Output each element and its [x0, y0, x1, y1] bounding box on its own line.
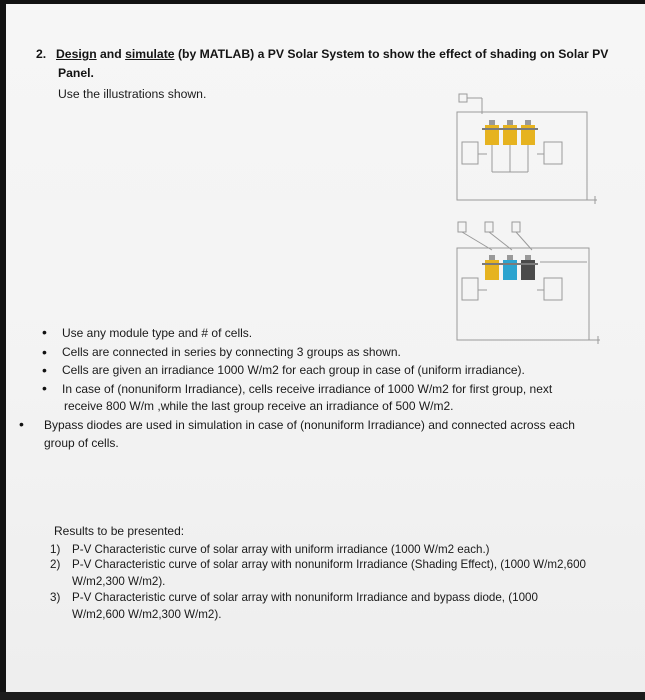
pv-circuit-illustration: [452, 92, 602, 352]
word-and: and: [100, 47, 122, 61]
bullet-2: Cells are connected in series by connecting 3 groups as shown.: [62, 345, 401, 359]
bullet-dot: •: [42, 324, 47, 340]
bullet-5-line2: group of cells.: [44, 436, 119, 450]
question-continued: Panel.: [58, 66, 94, 80]
bullet-dot: •: [42, 362, 47, 378]
bottom-pv-panels: [482, 255, 538, 280]
result-number: 2): [50, 558, 61, 571]
document-page: [6, 4, 645, 692]
use-illustrations-text: Use the illustrations shown.: [58, 87, 207, 101]
bullet-5-line1: Bypass diodes are used in simulation in case of (nonuniform Irradiance) and connected across each: [44, 418, 575, 432]
result-text: P-V Characteristic curve of solar array with nonuniform Irradiance and bypass diode, (1000: [72, 591, 538, 604]
results-title: Results to be presented:: [54, 524, 185, 538]
bullet-dot: •: [42, 344, 47, 360]
bullet-1: Use any module type and # of cells.: [62, 326, 253, 340]
result-text-cont: W/m2,600 W/m2,300 W/m2).: [72, 608, 222, 621]
question-number: 2.: [36, 47, 47, 61]
result-number: 3): [50, 591, 61, 604]
bullet-dot: •: [19, 416, 24, 432]
question-heading: [36, 46, 626, 63]
bullet-4-line1: In case of (nonuniform Irradiance), cells receive irradiance of 1000 W/m2 for first group, next: [62, 382, 553, 396]
irradiance-source-block: [459, 94, 467, 102]
result-item-3: [50, 589, 630, 623]
result-text-cont: W/m2,300 W/m2).: [72, 575, 166, 588]
bullet-4-line2: receive 800 W/m ,while the last group receive an irradiance of 500 W/m2.: [64, 399, 454, 413]
result-number: 1): [50, 543, 61, 556]
word-design: Design: [56, 47, 97, 61]
question-rest: (by MATLAB) a PV Solar System to show the effect of shading on Solar PV: [177, 47, 609, 61]
result-item-2: [50, 556, 640, 590]
top-pv-panels: [482, 120, 538, 145]
photo-bottom-edge: [0, 692, 645, 700]
word-simulate: simulate: [125, 47, 175, 61]
bullet-3: Cells are given an irradiance 1000 W/m2 for each group in case of (uniform irradiance).: [62, 363, 525, 377]
result-text: P-V Characteristic curve of solar array with nonuniform Irradiance (Shading Effect), (1000 W/m2,600: [72, 558, 586, 571]
bullet-dot: •: [42, 380, 47, 396]
result-text: P-V Characteristic curve of solar array with uniform irradiance (1000 W/m2 each.): [72, 543, 490, 556]
